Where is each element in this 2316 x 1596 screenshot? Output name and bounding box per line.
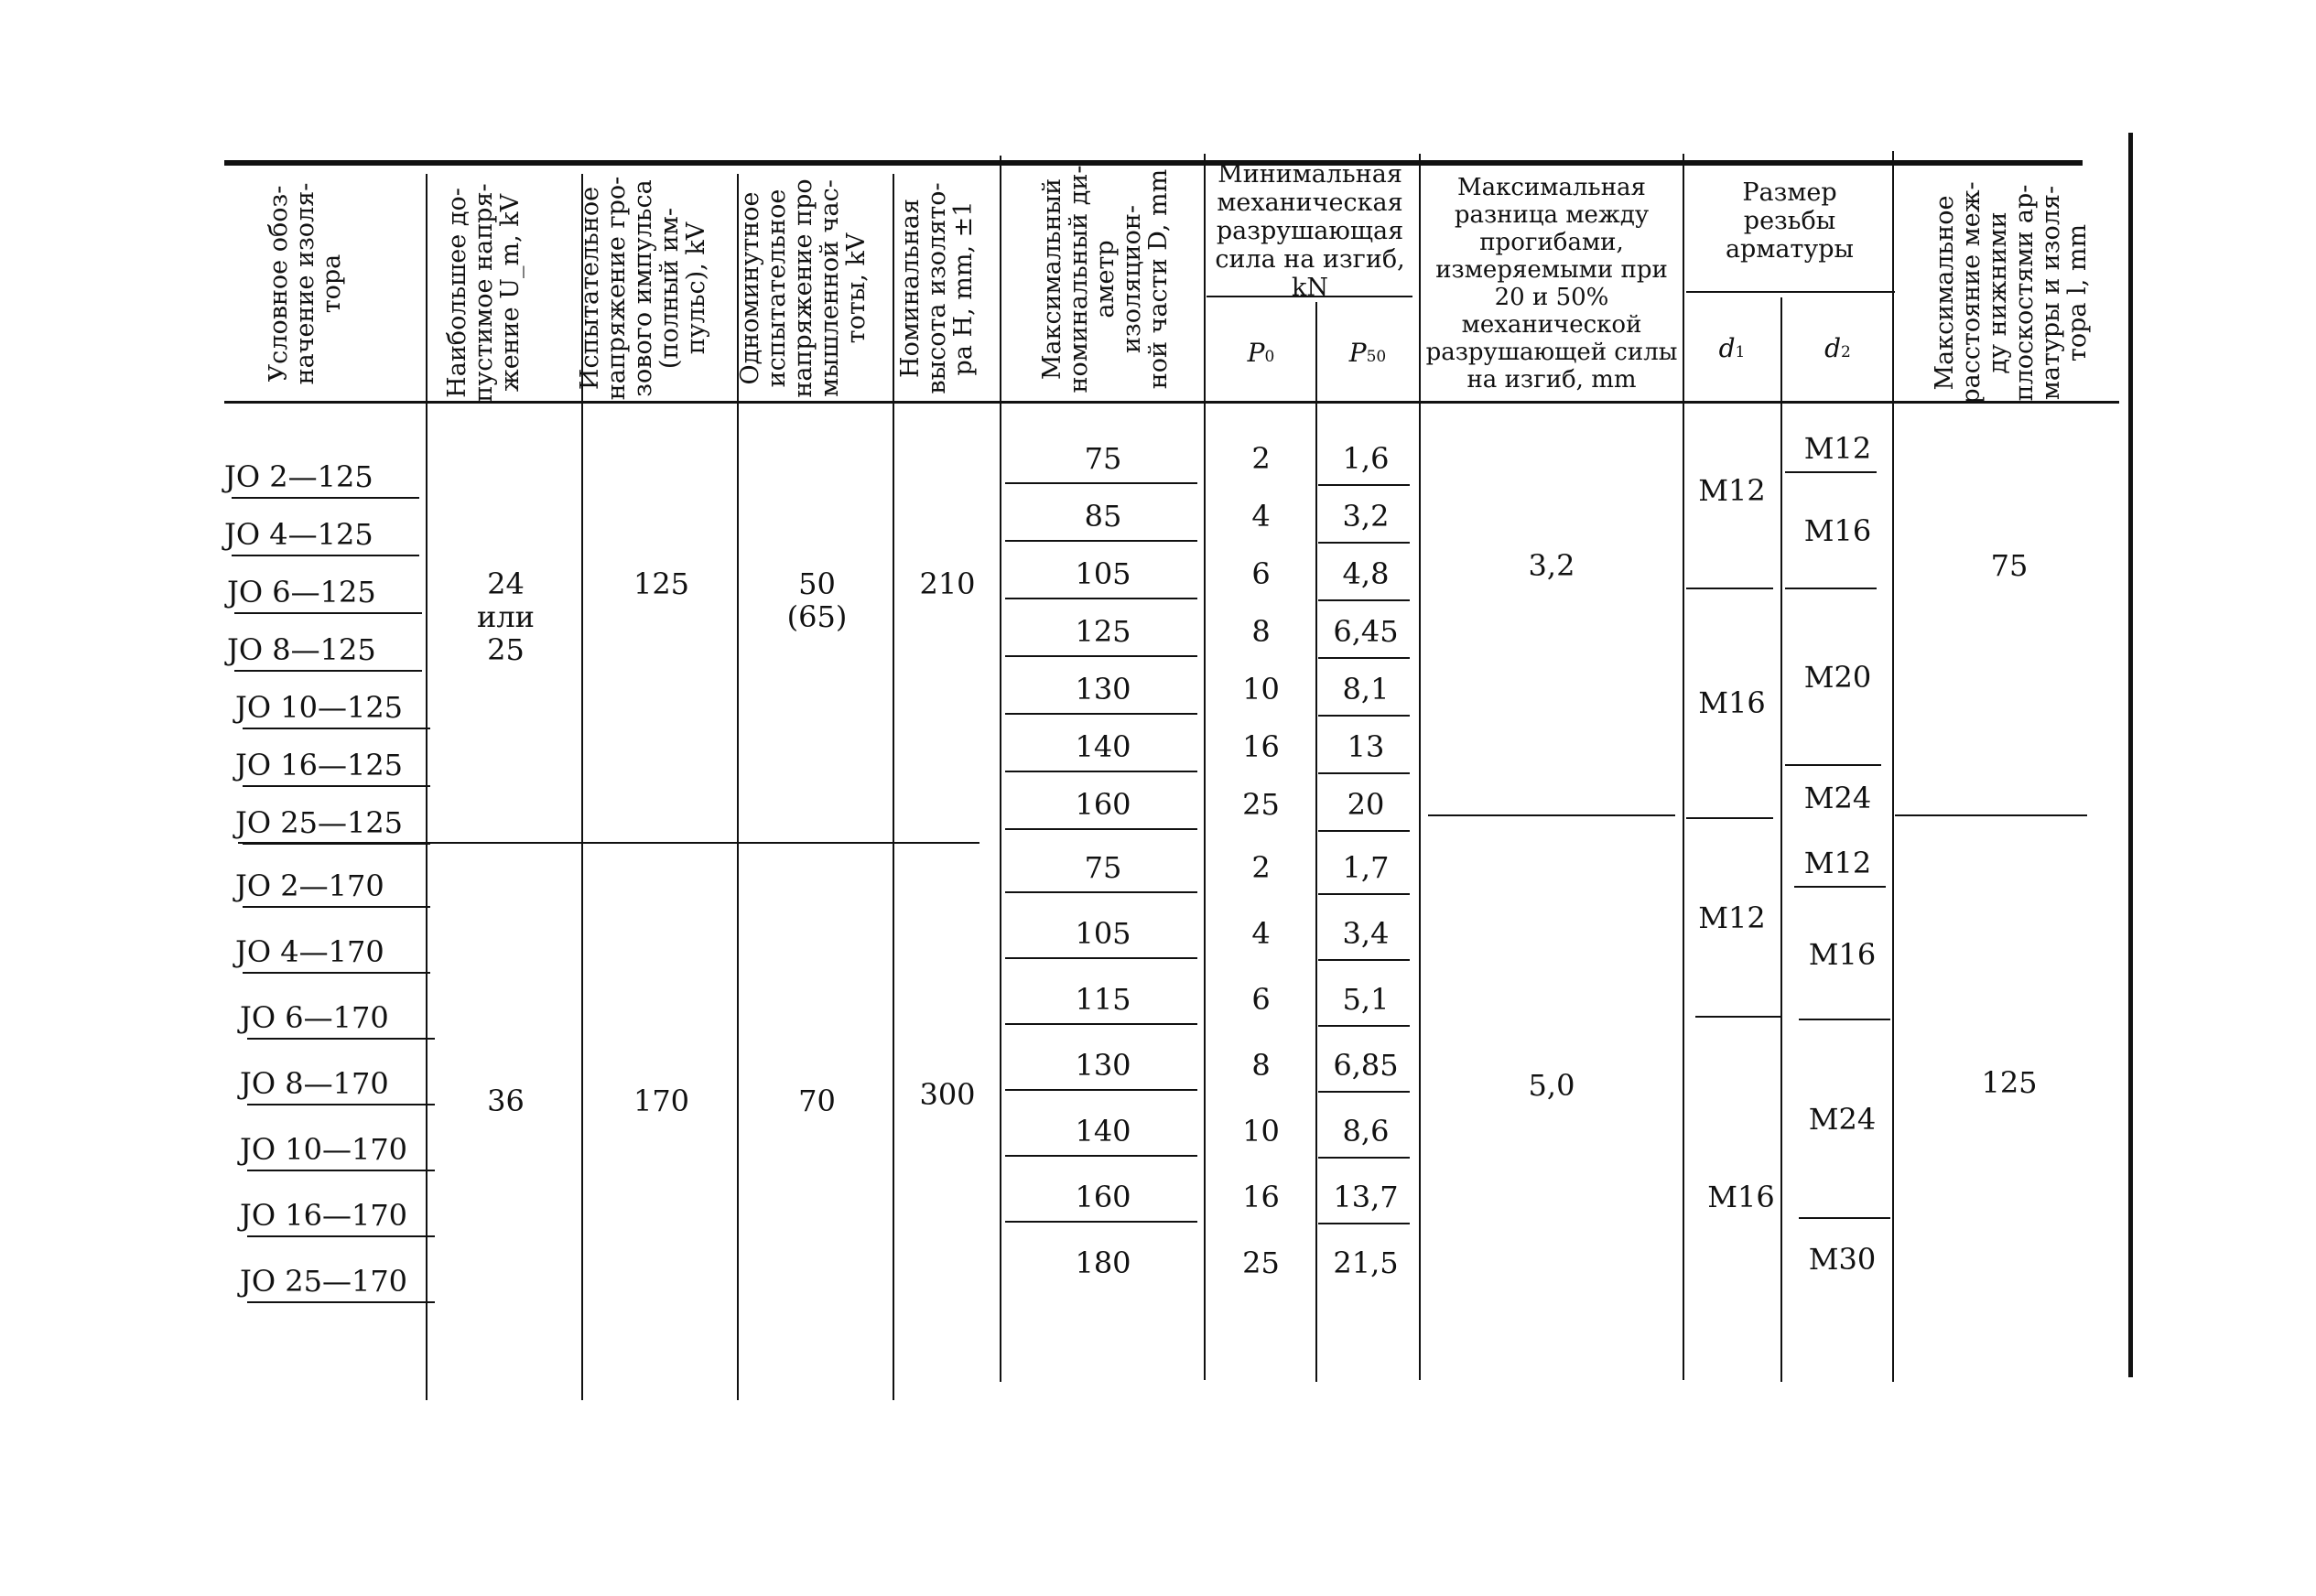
header-p0	[1208, 339, 1314, 372]
row-designation: JO 25—125	[235, 805, 404, 840]
row-p50: 1,6	[1342, 441, 1390, 476]
d1-symbol: d	[1718, 333, 1736, 363]
g125-d2-d: M24	[1803, 781, 1872, 815]
row-diameter: 130	[1075, 1048, 1131, 1083]
row-diameter: 115	[1075, 982, 1131, 1017]
row-p0: 10	[1242, 1114, 1280, 1148]
p50-symbol: P	[1348, 338, 1367, 368]
row-diameter: 75	[1084, 441, 1122, 476]
p50-row-rule	[1318, 484, 1410, 486]
p0-subscript: 0	[1264, 348, 1275, 366]
p50-row-rule	[1318, 959, 1410, 961]
diameter-row-rule	[1005, 598, 1197, 599]
row-designation: JO 2—125	[224, 459, 373, 494]
row-p50: 6,45	[1333, 614, 1399, 649]
header-d1	[1686, 334, 1778, 367]
p50-row-rule	[1318, 715, 1410, 717]
right-border	[2128, 133, 2133, 1377]
row-p0: 6	[1251, 982, 1271, 1017]
row-p50: 8,1	[1342, 672, 1390, 706]
diameter-row-rule	[1005, 1221, 1197, 1223]
p50-row-rule	[1318, 1157, 1410, 1159]
p50-row-rule	[1318, 599, 1410, 601]
row-diameter: 160	[1075, 1180, 1131, 1214]
diameter-row-rule	[1005, 771, 1197, 772]
designation-underline	[232, 555, 419, 556]
row-p0: 6	[1251, 556, 1271, 591]
row-designation: JO 10—170	[240, 1132, 408, 1167]
diameter-row-rule	[1005, 1023, 1197, 1025]
row-designation: JO 4—170	[235, 934, 384, 969]
diameter-row-rule	[1005, 540, 1197, 542]
g125-d1-a: M12	[1698, 473, 1766, 508]
d2-subscript: 2	[1841, 343, 1851, 361]
designation-underline	[247, 1301, 435, 1303]
p50-row-rule	[1318, 657, 1410, 659]
diameter-row-rule	[1005, 828, 1197, 830]
row-diameter: 130	[1075, 672, 1131, 706]
row-designation: JO 6—125	[227, 575, 376, 609]
col-sep-4	[893, 174, 894, 1400]
header-distance: Максимальное расстояние меж- ду нижними плоскостями ар- матуры и изоля- тора l, mm	[1931, 181, 2092, 404]
g170-voltage: 36	[487, 1084, 525, 1118]
header-d2	[1785, 334, 1890, 367]
row-p50: 4,8	[1342, 556, 1390, 591]
g170-d1-b: M16	[1707, 1180, 1775, 1214]
p50-row-rule	[1318, 1223, 1410, 1224]
row-p50: 5,1	[1342, 982, 1390, 1017]
p50-row-rule	[1318, 893, 1410, 895]
row-designation: JO 2—170	[235, 868, 384, 903]
col-sep-7	[1315, 302, 1317, 1382]
row-p0: 8	[1251, 614, 1271, 649]
p0-symbol: P	[1247, 338, 1265, 368]
row-p0: 4	[1251, 499, 1271, 534]
p50-row-rule	[1318, 1091, 1410, 1093]
g170-d2-c: M24	[1808, 1102, 1877, 1137]
designation-underline	[234, 670, 422, 672]
row-designation: JO 25—170	[240, 1264, 408, 1299]
row-p0: 8	[1251, 1048, 1271, 1083]
row-p0: 4	[1251, 916, 1271, 951]
row-p50: 13,7	[1333, 1180, 1399, 1214]
g125-distance: 75	[1990, 548, 2029, 583]
designation-underline	[234, 612, 422, 614]
g125-d2-c: M20	[1803, 660, 1872, 695]
diameter-row-rule	[1005, 1089, 1197, 1091]
row-p0: 25	[1242, 787, 1280, 822]
designation-underline	[247, 1038, 435, 1040]
col-sep-8	[1419, 154, 1421, 1380]
g125-voltage: 24 или 25	[477, 566, 535, 667]
col-sep-10	[1780, 297, 1782, 1382]
designation-underline	[243, 785, 430, 787]
designation-underline	[247, 1235, 435, 1237]
d1-rule-3	[1695, 1016, 1782, 1018]
designation-underline	[243, 728, 430, 729]
header-impulse-test: Испытательное напряжение гро- зового импульса (полный им- пульс), kV	[576, 176, 710, 401]
row-p50: 21,5	[1333, 1246, 1399, 1280]
g170-height: 300	[919, 1077, 976, 1112]
p50-row-rule	[1318, 830, 1410, 832]
g170-distance: 125	[1981, 1065, 2038, 1100]
row-p50: 6,85	[1333, 1048, 1399, 1083]
row-p50: 1,7	[1342, 850, 1390, 885]
designation-underline	[232, 497, 419, 499]
p50-row-rule	[1318, 1025, 1410, 1027]
diameter-row-rule	[1005, 957, 1197, 959]
d1-rule-1	[1686, 588, 1773, 589]
header-voltage-max: Наибольшее до- пустимое напря- жение U_m, kV	[443, 183, 525, 403]
designation-underline	[247, 1104, 435, 1105]
designation-underline	[247, 1170, 435, 1171]
header-designation: Условное обоз- начение изоля- тора	[265, 182, 346, 385]
d2-rule-1	[1785, 471, 1877, 473]
row-designation: JO 6—170	[240, 1000, 389, 1035]
d1-subscript: 1	[1735, 343, 1746, 361]
p50-row-rule	[1318, 772, 1410, 774]
row-diameter: 180	[1075, 1246, 1131, 1280]
row-p50: 13	[1347, 729, 1385, 764]
col-sep-5	[1000, 156, 1001, 1382]
designation-underline	[243, 972, 430, 974]
row-designation: JO 8—125	[227, 632, 376, 667]
row-designation: JO 10—125	[235, 690, 404, 725]
d2-rule-3	[1785, 764, 1881, 766]
row-diameter: 140	[1075, 729, 1131, 764]
row-diameter: 125	[1075, 614, 1131, 649]
designation-underline	[243, 843, 430, 845]
row-designation: JO 16—125	[235, 748, 404, 782]
row-p50: 8,6	[1342, 1114, 1390, 1148]
row-designation: JO 16—170	[240, 1198, 408, 1233]
header-p50	[1318, 339, 1417, 372]
diameter-row-rule	[1005, 1155, 1197, 1157]
diameter-row-rule	[1005, 482, 1197, 484]
col-sep-1	[426, 174, 427, 1400]
row-diameter: 160	[1075, 787, 1131, 822]
g125-impulse: 125	[633, 566, 690, 601]
diameter-row-rule	[1005, 655, 1197, 657]
col-sep-6	[1204, 154, 1206, 1380]
row-designation: JO 4—125	[224, 517, 373, 552]
g125-deflection: 3,2	[1528, 548, 1575, 583]
g170-d2-d: M30	[1808, 1242, 1877, 1277]
d2-rule-6	[1799, 1217, 1890, 1219]
header-max-diameter: Максимальный номинальный ди- аметр изоляцион- ной части D, mm	[1038, 165, 1173, 394]
diameter-row-rule	[1005, 713, 1197, 715]
row-p50: 3,2	[1342, 499, 1390, 534]
row-diameter: 105	[1075, 916, 1131, 951]
row-p0: 25	[1242, 1246, 1280, 1280]
g170-power: 70	[798, 1084, 836, 1118]
row-designation: JO 8—170	[240, 1066, 389, 1101]
p50-row-rule	[1318, 542, 1410, 544]
row-p0: 16	[1242, 1180, 1280, 1214]
header-power-frequency: Одноминутное испытательное напряжение про мышленной час- тоты, kV	[736, 178, 871, 398]
p50-subscript: 50	[1366, 348, 1387, 366]
col-sep-9	[1683, 154, 1684, 1380]
row-p50: 20	[1347, 787, 1385, 822]
row-p0: 16	[1242, 729, 1280, 764]
g170-impulse: 170	[633, 1084, 690, 1118]
g125-power: 50 (65)	[786, 566, 848, 634]
g170-deflection: 5,0	[1528, 1068, 1575, 1103]
header-nominal-height: Номинальная высота изолято- ра H, mm, ±1	[896, 182, 978, 394]
d2-symbol: d	[1824, 333, 1842, 363]
g170-d1-a: M12	[1698, 900, 1766, 935]
designation-underline	[243, 906, 430, 908]
d2-rule-5	[1799, 1019, 1890, 1020]
row-p50: 3,4	[1342, 916, 1390, 951]
header-mech-force: Минимальная механическая разрушающая сила на изгиб, kN	[1215, 160, 1405, 302]
row-diameter: 85	[1084, 499, 1122, 534]
row-p0: 10	[1242, 672, 1280, 706]
d1-rule-2	[1686, 817, 1773, 819]
g125-height: 210	[919, 566, 976, 601]
g125-d1-b: M16	[1698, 685, 1766, 720]
d2-rule-4	[1794, 886, 1886, 888]
row-diameter: 105	[1075, 556, 1131, 591]
thread-sub-rule	[1686, 291, 1895, 293]
col-sep-11	[1892, 151, 1894, 1382]
row-p0: 2	[1251, 850, 1271, 885]
g125-d2-b: M16	[1803, 513, 1872, 548]
header-deflection: Максимальная разница между прогибами, измеряемыми при 20 и 50% механической разрушающей силы на изгиб, mm	[1425, 174, 1678, 394]
group-separator-right-deflection	[1428, 814, 1675, 816]
group-separator-right-distance	[1895, 814, 2087, 816]
g170-d2-b: M16	[1808, 937, 1877, 972]
row-diameter: 140	[1075, 1114, 1131, 1148]
header-thread: Размер резьбы арматуры	[1725, 178, 1855, 264]
g125-d2-a: M12	[1803, 431, 1872, 466]
row-diameter: 75	[1084, 850, 1122, 885]
diameter-row-rule	[1005, 891, 1197, 893]
row-p0: 2	[1251, 441, 1271, 476]
d2-rule-2	[1785, 588, 1877, 589]
g170-d2-a: M12	[1803, 846, 1872, 880]
